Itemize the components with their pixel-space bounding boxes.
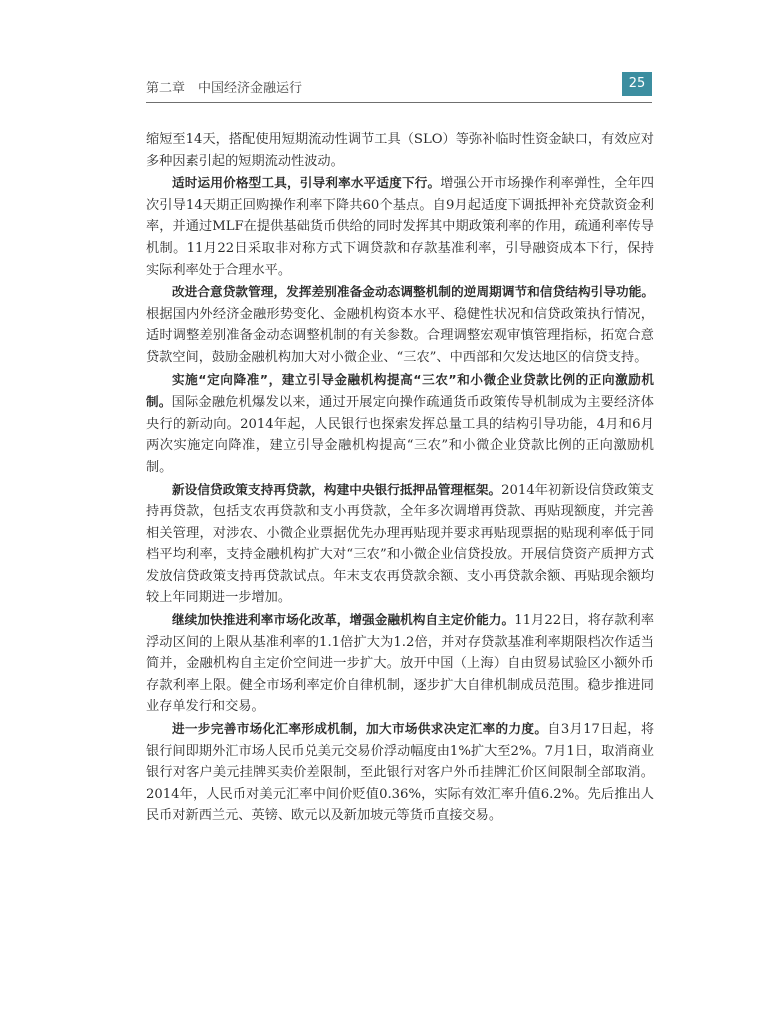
paragraph-lead: 继续加快推进利率市场化改革，增强金融机构自主定价能力。 — [172, 612, 515, 628]
paragraph — [146, 369, 654, 479]
paragraph-text: 增强公开市场操作利率弹性，全年四次引导14天期正回购操作利率下降共60个基点。自9月起适度下调抵押补充贷款资金利率，并通过MLF在提供基础货币供给的同时发挥其中期政策利率的作用，疏通利率传导机制。11月22日采取非对称方式下调贷款和存款基准利率，引导融资成本下行，保持实际利率处于合理水平。 — [146, 176, 655, 278]
paragraph-text: 2014年初新设信贷政策支持再贷款，包括支农再贷款和支小再贷款，全年多次调增再贷款、再贴现额度，并完善相关管理，对涉农、小微企业票据优先办理再贴现并要求再贴现票据的贴现利率低于同档平均利率，支持金融机构扩大对“三农”和小微企业信贷投放。开展信贷资产质押方式发放信贷政策支持再贷款试点。年末支农再贷款余额、支小再贷款余额、再贴现余额均较上年同期进一步增加。 — [146, 482, 654, 606]
paragraph — [146, 281, 654, 368]
body-text — [146, 129, 654, 827]
paragraph — [146, 479, 654, 610]
paragraph — [146, 609, 654, 718]
paragraph-lead: 新设信贷政策支持再贷款，构建中央银行抵押品管理框架。 — [172, 481, 502, 497]
chapter-title: 第二章 中国经济金融运行 — [146, 81, 303, 96]
paragraph-lead: 改进合意贷款管理，发挥差别准备金动态调整机制的逆周期调节和信贷结构引导功能。 — [172, 284, 654, 300]
paragraph-lead: 进一步完善市场化汇率形成机制，加大市场供求决定汇率的力度。 — [172, 721, 548, 737]
paragraph-text: 11月22日，将存款利率浮动区间的上限从基准利率的1.1倍扩大为1.2倍，并对存贷款基准利率期限档次作适当简并，金融机构自主定价空间进一步扩大。放开中国（上海）自由贸易试验区小额外币存款利率上限。健全市场利率定价自律机制，逐步扩大自律机制成员范围。稳步推进同业存单发行和交易。 — [146, 613, 655, 715]
paragraph — [146, 129, 654, 172]
paragraph-text: 国际金融危机爆发以来，通过开展定向操作疏通货币政策传导机制成为主要经济体央行的新动向。2014年起，人民银行也探索发挥总量工具的结构引导功能，4月和6月两次实施定向降准，建立引导金融机构提高“三农”和小微企业贷款比例的正向激励机制。 — [146, 395, 654, 475]
paragraph — [146, 172, 654, 281]
paragraph-lead: 实施“定向降准”，建立引导金融机构提高“三农”和小微企业贷款比例的正向激励机制。 — [146, 371, 654, 410]
running-header — [146, 72, 652, 103]
page-number-badge: 25 — [622, 72, 652, 96]
paragraph-text: 自3月17日起，将银行间即期外汇市场人民币兑美元交易价浮动幅度由1%扩大至2%。7月1日，取消商业银行对客户美元挂牌买卖价差限制，至此银行对客户外币挂牌汇价区间限制全部取消。2014年，人民币对美元汇率中间价贬值0.36%，实际有效汇率升值6.2%。先后推出人民币对新西兰元、英镑、欧元以及新加坡元等货币直接交易。 — [146, 722, 655, 824]
paragraph-lead: 适时运用价格型工具，引导利率水平适度下行。 — [172, 175, 441, 191]
paragraph-text: 根据国内外经济金融形势变化、金融机构资本水平、稳健性状况和信贷政策执行情况，适时调整差别准备金动态调整机制的有关参数。合理调整宏观审慎管理指标，拓宽合意贷款空间，鼓励金融机构加大对小微企业、“三农”、中西部和欠发达地区的信贷支持。 — [146, 306, 654, 365]
paragraph-text: 缩短至14天，搭配使用短期流动性调节工具（SLO）等弥补临时性资金缺口，有效应对多种因素引起的短期流动性波动。 — [146, 132, 654, 169]
paragraph — [146, 718, 654, 827]
